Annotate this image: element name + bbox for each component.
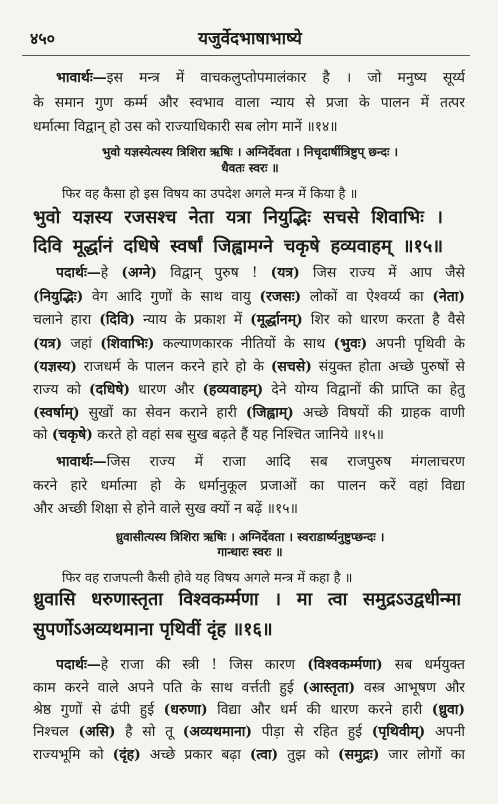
verse-15-line-1: भुवो यज्ञस्य रजसश्च नेता यत्रा नियुद्भिः सचसे शिवाभिः । — [33, 207, 443, 228]
gloss-term: (जिह्वाम्) — [245, 405, 294, 421]
padartha-15-line-1 — [56, 262, 465, 284]
padartha-text: हे राजा की स्त्री ! जिस कारण (विश्वकर्म्मणा) सब धर्मयुक्त — [100, 657, 465, 673]
gloss-term: (शिवाभिः) — [100, 336, 155, 352]
padartha-15-line-7: (स्वर्षाम्) सुखों का सेवन कराने हारी (जिह्वाम्) अच्छे विषयों की ग्राहक वाणी — [33, 405, 465, 421]
padartha-16-line-4: निश्चल (असि) है सो तू (अव्यथमाना) पीड़ा से रहित हुई (पृथिवीम्) अपनी — [33, 724, 465, 740]
padartha-16-line-1 — [56, 654, 465, 676]
gloss-term: (नेता) — [432, 289, 465, 305]
gloss-term: (दृंह) — [112, 747, 141, 763]
gloss-term: (ध्रुवा) — [431, 702, 465, 718]
bhavartha-15-line-1 — [56, 451, 465, 473]
padartha-15-line-3: चलाने हारा (दिवि) न्याय के प्रकाश में (मूर्द्धानम्) शिर को धारण करता है वैसे — [33, 312, 465, 328]
padartha-16-line-2: काम करने वाले अपने पति के साथ वर्त्तती हुई (आस्तृता) वस्त्र आभूषण और — [33, 680, 465, 696]
bhavartha-14-line-3: धर्मात्मा विद्वान् हो उस को राज्याधिकारी सब लोग मानें ॥१४॥ — [33, 119, 338, 135]
gloss-term: (नियुद्भिः) — [33, 289, 84, 305]
header-rule — [22, 55, 470, 56]
verse-16-line-1: ध्रुवासि धरुणास्तृता विश्वकर्म्मणा । मा त्वा समुद्रऽउद्वधीन्मा — [33, 589, 461, 610]
gloss-term: (रजसः) — [259, 289, 302, 305]
bhavartha-14-line-1 — [56, 67, 465, 89]
gloss-term: (दधिषे) — [89, 382, 131, 398]
padartha-15-line-4: (यत्र) जहां (शिवाभिः) कल्याणकारक नीतियों के साथ (भुवः) अपनी पृथिवी के — [33, 336, 465, 352]
verse-16-line-2: सुपर्णोऽअव्यथमाना पृथिवीं दृंह ॥१६॥ — [33, 619, 273, 640]
gloss-term: (यत्र) — [33, 336, 63, 352]
bhavartha-label: भावार्थः— — [56, 454, 107, 470]
svara-line-16: गान्धारः स्वरः ॥ — [217, 545, 283, 559]
bhavartha-15-line-3: और अच्छी शिक्षा से होने वाले सुख क्यों न बढ़ें ॥१५॥ — [33, 501, 298, 517]
gloss-term: (हव्यवाहम्) — [202, 382, 264, 398]
padartha-15-line-2: (नियुद्भिः) वेग आदि गुणों के साथ वायु (रजसः) लोकों वा ऐश्वर्य्य का (नेता) — [33, 289, 465, 305]
padartha-15-line-8: को (चकृषे) करते हो वहां सब सुख बढ़ते हैं यह निश्चित जानिये ॥१५॥ — [33, 427, 385, 443]
gloss-term: (धरुणा) — [163, 702, 208, 718]
gloss-term: (अव्यथमाना) — [182, 724, 252, 740]
gloss-term: (चकृषे) — [51, 427, 93, 443]
gloss-term: (दिवि) — [99, 312, 135, 328]
padartha-text: हे (अग्ने) विद्वान् पुरुष ! (यत्र) जिस राज्य में आप जैसे — [100, 265, 465, 281]
verse-15-line-2: दिवि मूर्द्धानं दधिषे स्वर्षां जिह्वामग्ने चकृषे हव्यवाहम् ॥१५॥ — [33, 236, 443, 257]
page-number: ४५० — [30, 29, 55, 48]
gloss-term: (अग्ने) — [121, 265, 158, 281]
gloss-term: (असि) — [78, 724, 116, 740]
gloss-term: (यत्र) — [270, 265, 300, 281]
rishi-line-16: ध्रुवासीत्यस्य त्रिशिरा ऋषिः । अग्निर्देवता । स्वराडार्ष्यनुष्टुप्छन्दः । — [115, 530, 385, 544]
gloss-term: (समुद्रः) — [338, 747, 380, 763]
gloss-term: (मूर्द्धानम्) — [250, 312, 303, 328]
padartha-15-line-6: राज्य को (दधिषे) धारण और (हव्यवाहम्) देने योग्य विद्वानों की प्राप्ति का हेतु — [33, 382, 465, 398]
svara-line-15: धैवतः स्वरः ॥ — [221, 161, 279, 175]
bhavartha-14-line-2: के समान गुण कर्म्म और स्वभाव वाला न्याय से प्रजा के पालन में तत्पर — [33, 95, 465, 111]
bhavartha-label: भावार्थः— — [56, 70, 107, 86]
rishi-line-15: भुवो यज्ञस्येत्यस्य त्रिशिरा ऋषिः । अग्निर्देवता । निचृदार्षीत्रिष्टुप् छन्दः । — [101, 145, 399, 159]
padartha-16-line-5: राज्यभूमि को (दृंह) अच्छे प्रकार बढ़ा (त्वा) तुझ को (समुद्रः) जार लोगों का — [33, 747, 465, 763]
gloss-term: (त्वा) — [249, 747, 279, 763]
gloss-term: (आस्तृता) — [302, 680, 356, 696]
gloss-term: (स्वर्षाम्) — [33, 405, 80, 421]
intro-line-16: फिर वह राजपत्नी कैसी होवे यह विषय अगले मन्त्र में कहा है ॥ — [62, 571, 353, 586]
running-title: यजुर्वेदभाषाभाष्ये — [198, 29, 302, 49]
gloss-term: (भुवः) — [333, 336, 368, 352]
gloss-term: (यज्ञस्य) — [33, 359, 77, 375]
gloss-term: (पृथिवीम्) — [371, 724, 426, 740]
bhavartha-text: इस मन्त्र में वाचकलुप्तोपमालंकार है । जो मनुष्य सूर्य्य — [106, 70, 465, 86]
padartha-label: पदार्थः— — [56, 265, 101, 281]
padartha-16-line-3: श्रेष्ठ गुणों से ढंपी हुई (धरुणा) विद्या और धर्म की धारण करने हारी (ध्रुवा) — [33, 702, 465, 718]
padartha-label: पदार्थः— — [56, 657, 101, 673]
padartha-15-line-5: (यज्ञस्य) राजधर्म के पालन करने हारे हो के (सचसे) संयुक्त होता अच्छे पुरुषों से — [33, 359, 465, 375]
gloss-term: (सचसे) — [270, 359, 312, 375]
bhavartha-15-line-2: करने हारे धर्मात्मा हो के धर्मानुकूल प्रजाओं का पालन करें वहां विद्या — [33, 478, 465, 494]
intro-line-15: फिर वह कैसा हो इस विषय का उपदेश अगले मन्त्र में किया है ॥ — [62, 187, 358, 202]
bhavartha-text: जिस राज्य में राजा आदि सब राजपुरुष मंगलाचरण — [106, 454, 465, 470]
gloss-term: (विश्वकर्म्मणा) — [307, 657, 383, 673]
